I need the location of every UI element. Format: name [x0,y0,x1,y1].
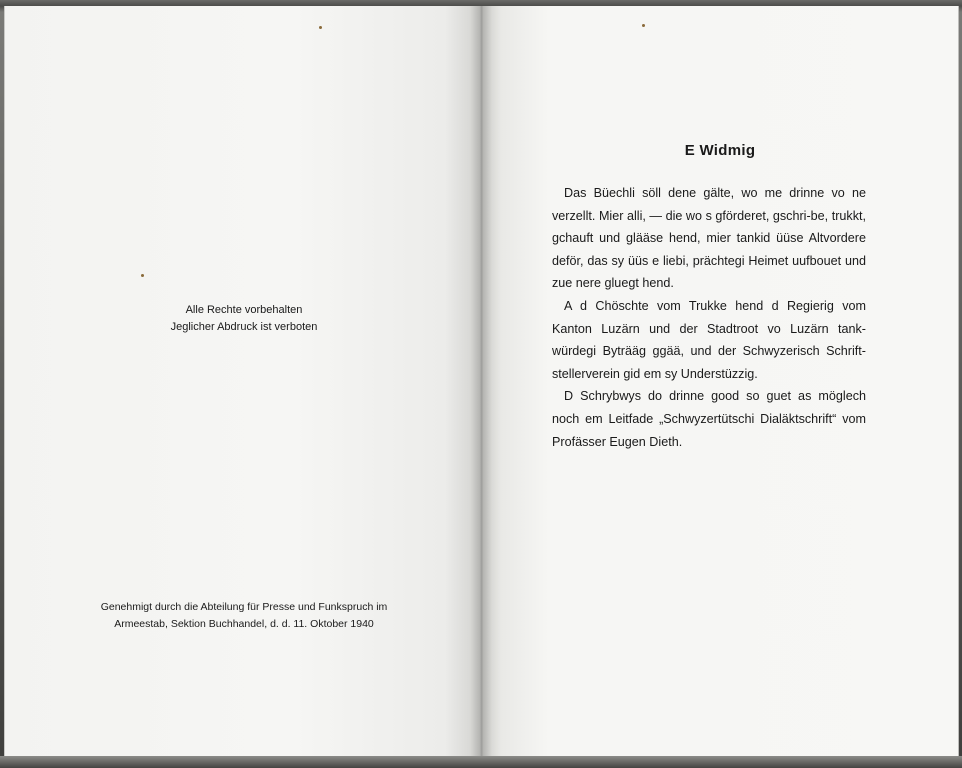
rights-notice [5,302,483,336]
ink-speck [141,274,144,277]
bottom-edge [0,756,962,768]
page-title: E Widmig [684,142,756,159]
paragraph-1: Das Büechli söll dene gälte, wo me drinne vo ne verzellt. Mier alli, — die wo s gförderet, gschri-be, trukkt, gchauft und glääse hend, mier tankid üüse Altvordere deför, das sy üüs e liebi, prächtegi Heimet uufbouet und zue nere gluegt hend. [552,186,866,291]
ink-speck [642,24,645,27]
rights-line-2: Jeglicher Abdruck ist verboten [170,321,318,333]
approval-notice [5,599,483,633]
approval-line-2: Armeestab, Sektion Buchhandel, d. d. 11. Oktober 1940 [114,618,374,630]
dedication-text [552,182,866,453]
rights-line-1: Alle Rechte vorbehalten [185,304,303,316]
ink-speck [319,26,322,29]
paragraph-2: A d Chöschte vom Trukke hend d Regierig vom Kanton Luzärn und der Stadtroot vo Luzärn tank-würdegi Byträäg ggää, und der Schwyzerisch Schrift-stellerverein gid em sy Understüzzig. [552,298,866,381]
paragraph-3: D Schrybwys do drinne good so guet as möglech noch em Leitfade „Schwyzertütschi Dialäktschrift“ vom Profässer Eugen Dieth. [552,389,866,449]
left-page [4,6,483,758]
approval-line-1: Genehmigt durch die Abteilung für Presse und Funkspruch im [100,601,388,613]
right-page [482,6,959,758]
